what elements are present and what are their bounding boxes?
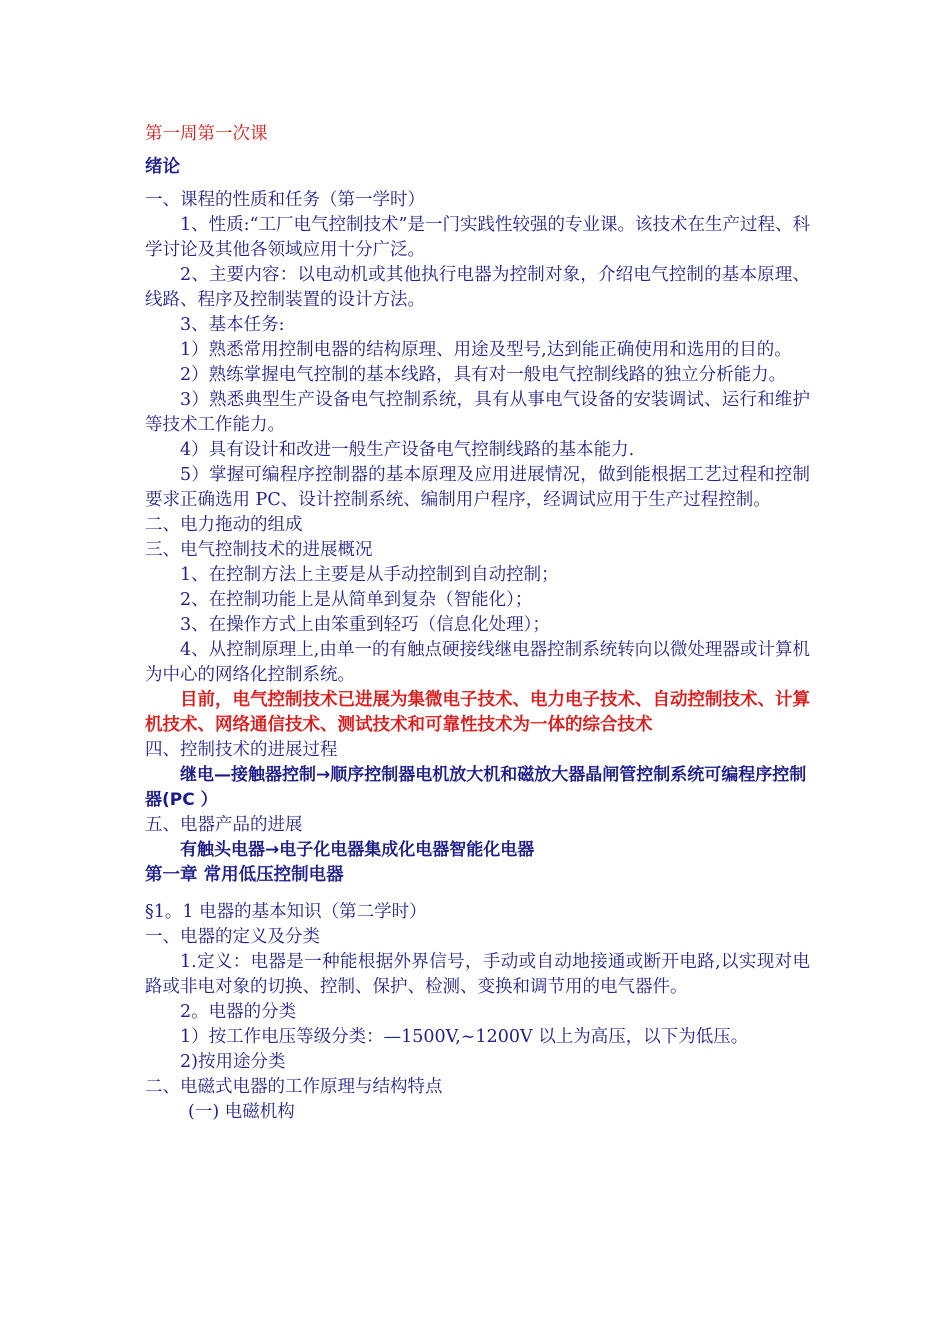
sec1-nature: 1、性质:“工厂电气控制技术”是一门实践性较强的专业课。该技术在生产过程、科学讨论及其他各领域应用十分广泛。 xyxy=(145,215,810,260)
development-item: 4、从控制原理上,由单一的有触点硬接线继电器控制系统转向以微处理器或计算机为中心的网络化控制系统。 xyxy=(145,640,810,685)
principle-subheading: (一) 电磁机构 xyxy=(188,1102,295,1122)
flow-step: 顺序控制器 xyxy=(330,765,416,785)
flow-step: 继电—接触器控制 xyxy=(180,765,316,785)
arrow-icon: → xyxy=(265,840,280,860)
chapter-heading: 第一章 常用低压控制电器 xyxy=(145,865,344,885)
sec1-content: 2、主要内容：以电动机或其他执行电器为控制对象，介绍电气控制的基本原理、线路、程序及控制装置的设计方法。 xyxy=(145,265,810,310)
definition-text: 1.定义：电器是一种能根据外界信号，手动或自动地接通或断开电路,以实现对电路或非电对象的切换、控制、保护、检测、变换和调节用的电气器件。 xyxy=(145,952,810,997)
flow-step: 晶闸管控制系统 xyxy=(585,765,705,785)
task-item: 3）熟悉典型生产设备电气控制系统，具有从事电气设备的安装调试、运行和维护等技术工作能力。 xyxy=(145,390,810,435)
sec4-heading: 四、控制技术的进展过程 xyxy=(145,740,338,760)
sec1-heading: 一、课程的性质和任务（第一学时） xyxy=(145,190,425,210)
intro-heading: 绪论 xyxy=(145,157,180,177)
sec1-tasks: 3、基本任务: xyxy=(180,315,285,335)
document-page xyxy=(145,122,810,1125)
definition-heading: 一、电器的定义及分类 xyxy=(145,927,320,947)
arrow-icon: → xyxy=(316,765,331,785)
development-item: 1、在控制方法上主要是从手动控制到自动控制； xyxy=(180,565,559,585)
principle-heading: 二、电磁式电器的工作原理与结构特点 xyxy=(145,1077,443,1097)
control-tech-flow xyxy=(145,763,810,813)
product-flow xyxy=(145,838,810,863)
subsection-heading: §1。1 电器的基本知识（第二学时） xyxy=(145,902,427,922)
week-title: 第一周第一次课 xyxy=(145,124,268,144)
classification-item: 1）按工作电压等级分类：—1500V,~1200V 以上为高压，以下为低压。 xyxy=(180,1027,749,1047)
task-item: 2）熟练掌握电气控制的基本线路，具有对一般电气控制线路的独立分析能力。 xyxy=(180,365,787,385)
task-item: 5）掌握可编程序控制器的基本原理及应用进展情况，做到能根据工艺过程和控制要求正确选用 PC、设计控制系统、编制用户程序，经调试应用于生产过程控制。 xyxy=(145,465,810,510)
flow-step: 有触头电器 xyxy=(180,840,265,860)
task-item: 4）具有设计和改进一般生产设备电气控制线路的基本能力. xyxy=(180,440,635,460)
sec2-heading: 二、电力拖动的组成 xyxy=(145,515,303,535)
classification-item: 2)按用途分类 xyxy=(180,1052,286,1072)
flow-step: 智能化电器 xyxy=(449,840,535,860)
flow-step: 可编程序控制器(PC ） xyxy=(145,765,807,810)
flow-step: 集成化电器 xyxy=(364,840,450,860)
development-item: 2、在控制功能上是从简单到复杂（智能化）； xyxy=(180,590,533,610)
sec5-heading: 五、电器产品的进展 xyxy=(145,815,303,835)
sec3-heading: 三、电气控制技术的进展概况 xyxy=(145,540,373,560)
development-item: 3、在操作方式上由笨重到轻巧（信息化处理）； xyxy=(180,615,550,635)
task-item: 1）熟悉常用控制电器的结构原理、用途及型号,达到能正确使用和选用的目的。 xyxy=(180,340,792,360)
flow-step: 电子化电器 xyxy=(279,840,365,860)
highlight-summary: 目前，电气控制技术已进展为集微电子技术、电力电子技术、自动控制技术、计算机技术、网络通信技术、测试技术和可靠性技术为一体的综合技术 xyxy=(145,690,810,735)
classification-heading: 2。电器的分类 xyxy=(180,1002,297,1022)
flow-step: 电机放大机和磁放大器 xyxy=(415,765,586,785)
